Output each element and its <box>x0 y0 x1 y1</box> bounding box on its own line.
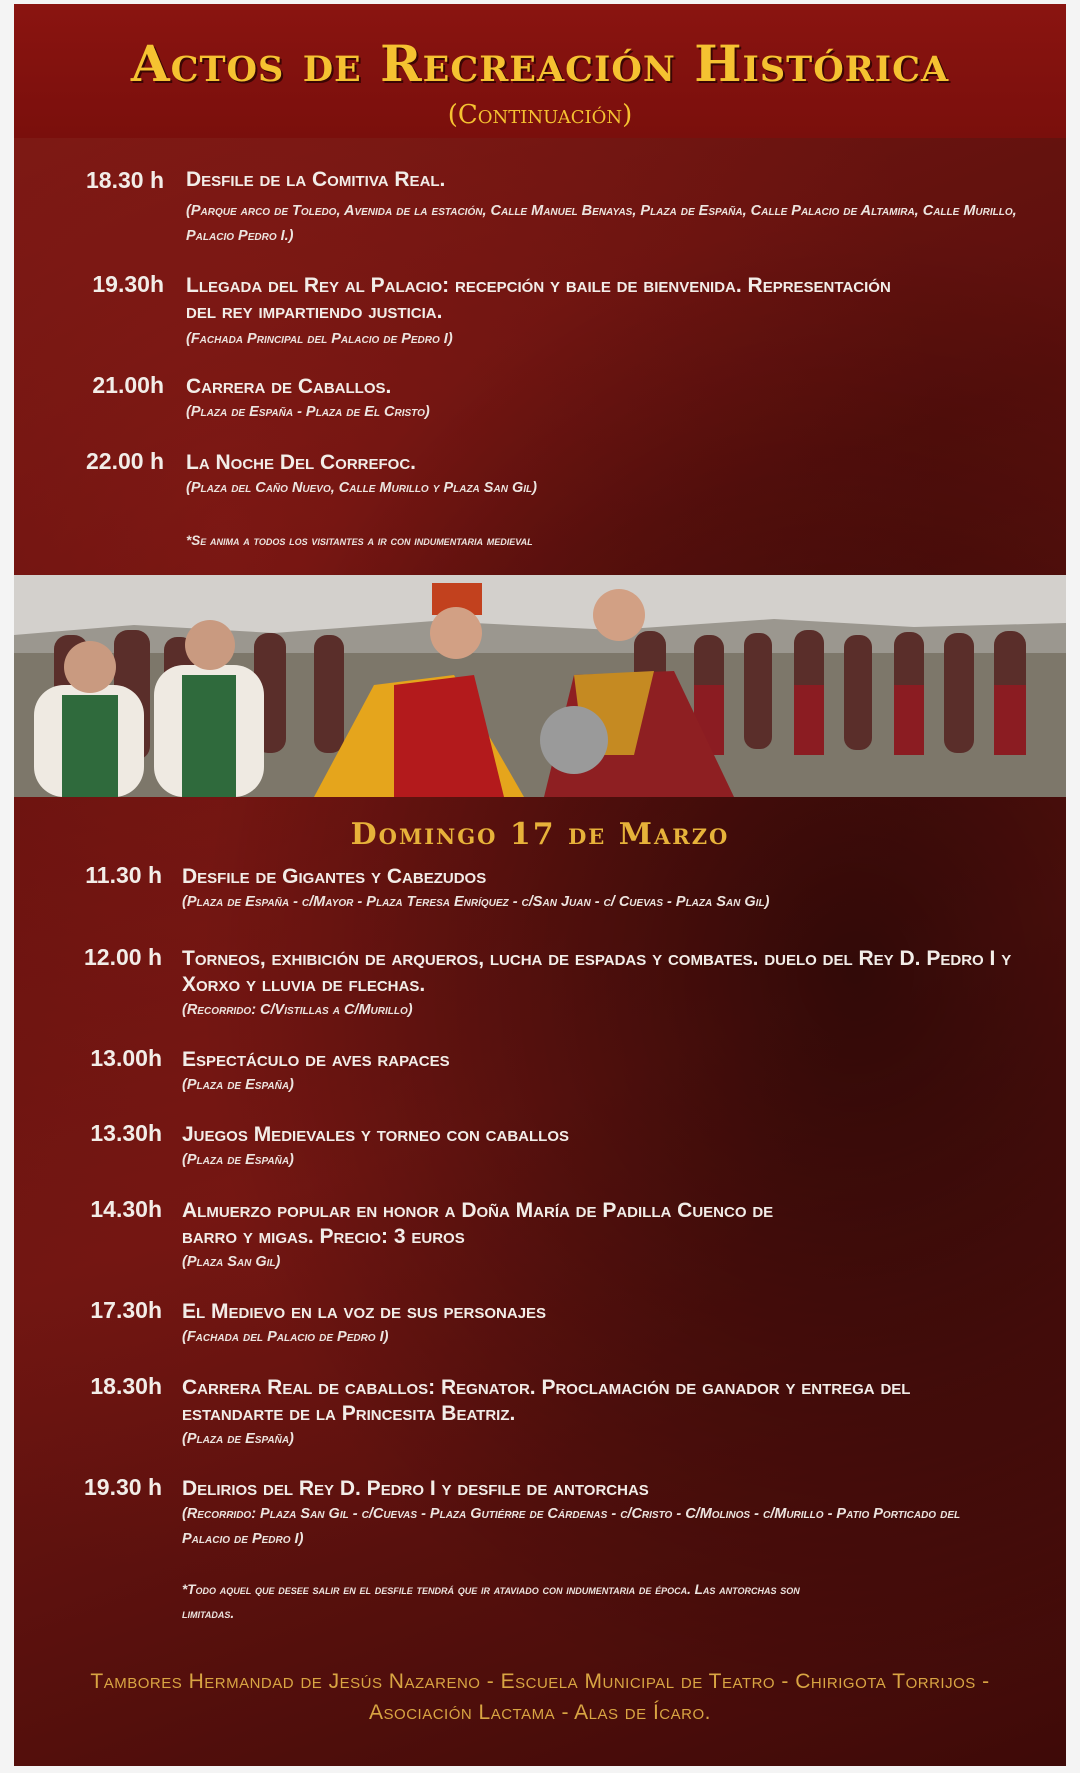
event-title: Desfile de Gigantes y Cabezudos <box>182 865 487 888</box>
event-time: 21.00h <box>92 372 164 398</box>
event-title: Carrera de Caballos. <box>186 375 392 398</box>
event-location: (Plaza de España - c/Mayor - Plaza Teresa Enríquez - c/San Juan - c/ Cuevas - Plaza San Gil) <box>182 894 770 910</box>
event-location: (Plaza de España) <box>182 1152 294 1168</box>
sunday-note: *Todo aquel que desee salir en el desfile tendrá que ir ataviado con indumentaria de época. Las antorchas son limitadas. <box>182 1582 800 1621</box>
saturday-note: *Se anima a todos los visitantes a ir con indumentaria medieval <box>186 533 533 548</box>
header-banner <box>14 4 1066 138</box>
event-title: Delirios del Rey D. Pedro I y desfile de antorchas <box>182 1477 649 1500</box>
event-time: 13.00h <box>90 1045 162 1071</box>
event-location: (Plaza San Gil) <box>182 1254 281 1270</box>
event-title: Desfile de la Comitiva Real. <box>186 168 446 191</box>
event-title: La Noche Del Correfoc. <box>186 451 416 474</box>
event-time: 12.00 h <box>84 944 162 970</box>
event-time: 11.30 h <box>85 862 162 888</box>
event-title: Espectáculo de aves rapaces <box>182 1048 450 1071</box>
event-title: El Medievo en la voz de sus personajes <box>182 1300 547 1323</box>
event-location: (Plaza del Caño Nuevo, Calle Murillo y Plaza San Gil) <box>186 480 537 496</box>
page-title: Actos de Recreación Histórica <box>130 34 950 93</box>
event-time: 14.30h <box>90 1196 162 1222</box>
event-location: (Plaza de España) <box>182 1077 294 1093</box>
event-title: Carrera Real de caballos: Regnator. Proclamación de ganador y entrega del estandarte de la Princesita Beatriz. <box>182 1376 911 1425</box>
event-location: (Plaza de España) <box>182 1431 294 1447</box>
event-title: Juegos Medievales y torneo con caballos <box>182 1123 569 1146</box>
event-time: 19.30h <box>92 271 164 297</box>
event-time: 18.30h <box>90 1373 162 1399</box>
reenactors-photo <box>14 575 1066 797</box>
event-time: 13.30h <box>90 1120 162 1146</box>
event-time: 17.30h <box>90 1297 162 1323</box>
event-title: Llegada del Rey al Palacio: recepción y baile de bienvenida. Representación del rey impartiendo justicia. <box>186 274 891 323</box>
credits: Tambores Hermandad de Jesús Nazareno - Escuela Municipal de Teatro - Chirigota Torrijos - Asociación Lactama - Alas de Ícaro. <box>90 1670 990 1724</box>
event-location: (Recorrido: C/Vistillas a C/Murillo) <box>182 1002 413 1018</box>
event-location: (Fachada del Palacio de Pedro I) <box>182 1329 389 1345</box>
reenactors-illustration <box>14 575 1066 797</box>
event-location: (Parque arco de Toledo, Avenida de la estación, Calle Manuel Benayas, Plaza de España, Calle Palacio de Altamira, Calle Murillo, Palacio Pedro I.) <box>186 203 1017 244</box>
event-time: 18.30 h <box>86 167 164 193</box>
event-time: 19.30 h <box>84 1474 162 1500</box>
event-time: 22.00 h <box>86 448 164 474</box>
event-location: (Recorrido: Plaza San Gil - c/Cuevas - Plaza Gutiérre de Cárdenas - c/Cristo - C/Molinos - c/Murillo - Patio Porticado del Palacio de Pedro I) <box>182 1506 961 1547</box>
event-title: Torneos, exhibición de arqueros, lucha de espadas y combates. duelo del Rey D. Pedro I y Xorxo y lluvia de flechas. <box>182 947 1012 996</box>
poster <box>14 4 1066 1766</box>
event-location: (Fachada Principal del Palacio de Pedro I) <box>186 331 453 347</box>
day-heading: Domingo 17 de Marzo <box>350 817 730 852</box>
event-location: (Plaza de España - Plaza de El Cristo) <box>186 404 430 420</box>
page-subtitle: (Continuación) <box>447 100 633 130</box>
event-title: Almuerzo popular en honor a Doña María de Padilla Cuenco de barro y migas. Precio: 3 euros <box>182 1199 774 1248</box>
